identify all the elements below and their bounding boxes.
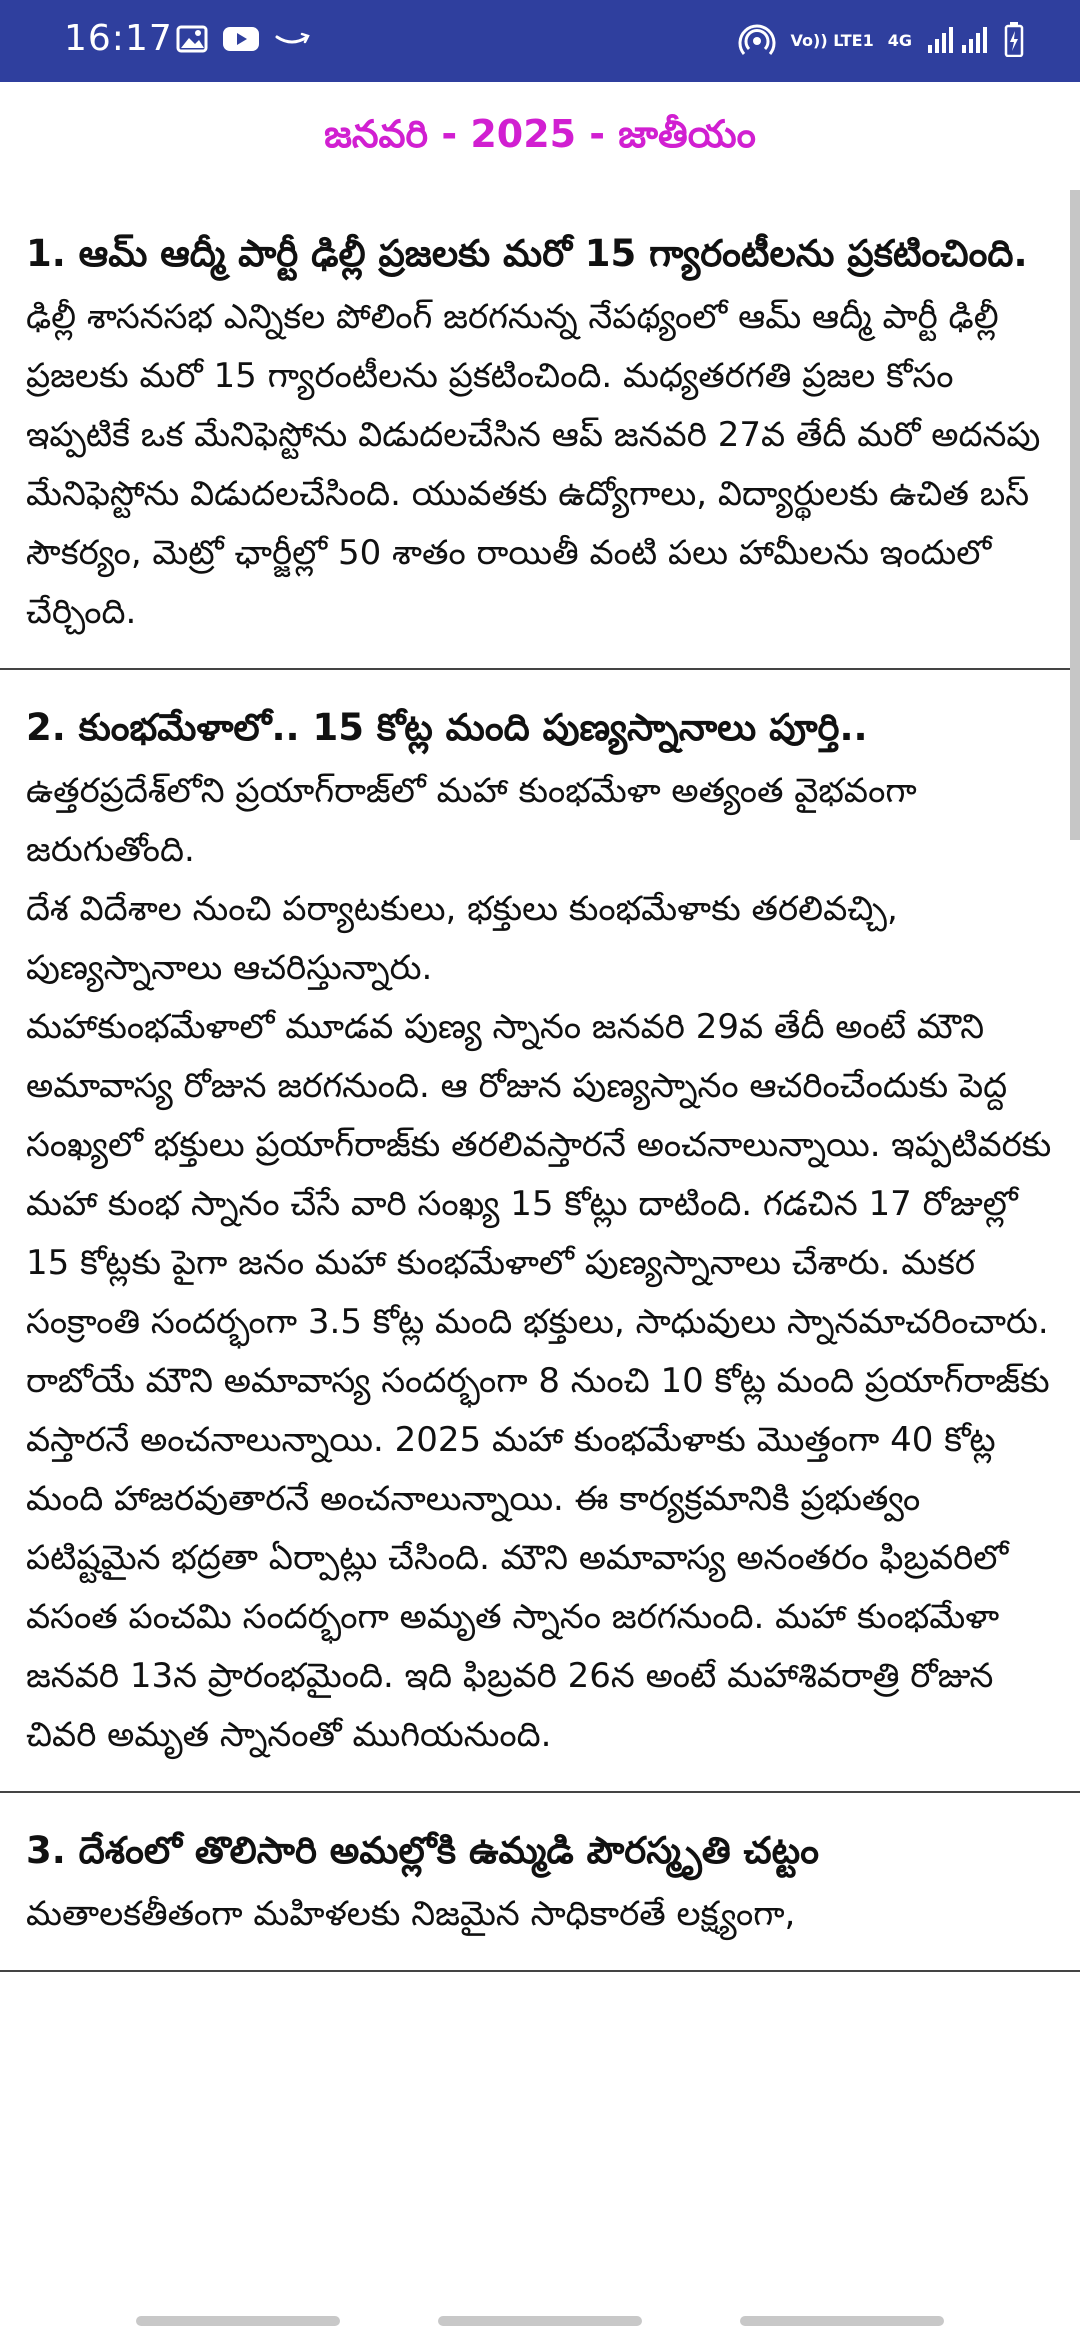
battery-icon — [1004, 21, 1024, 61]
article-title: 2. కుంభమేళాలో.. 15 కోట్ల మంది పుణ్యస్నానాలు పూర్తి.. — [26, 706, 868, 749]
article-body: ఢిల్లీ శాసనసభ ఎన్నికల పోలింగ్ జరగనున్న నేపథ్యంలో ఆమ్ ఆద్మీ పార్టీ ఢిల్లీ ప్రజలకు మరో 15 గ్యారంటీలను ప్రకటించింది. మధ్యతరగతి ప్రజల కోసం ఇప్పటికే ఒక మేనిఫెస్టోను విడుదలచేసిన ఆప్ జనవరి 27వ తేదీ మరో అదనపు మేనిఫెస్టోను విడుదలచేసింది. యువతకు ఉద్యోగాలు, విద్యార్థులకు ఉచిత బస్ సౌకర్యం, మెట్రో ఛార్జీల్లో 50 శాతం రాయితీ వంటి పలు హామీలను ఇందులో చేర్చింది. — [26, 297, 1041, 632]
signal-icon — [926, 23, 990, 59]
scrollbar-thumb[interactable] — [1070, 190, 1080, 840]
article-body: ఉత్తరప్రదేశ్‌లోని ప్రయాగ్‌రాజ్‌లో మహా కుంభమేళా అత్యంత వైభవంగా జరుగుతోంది. దేశ విదేశాల నుంచి పర్యాటకులు, భక్తులు కుంభమేళాకు తరలివచ్చి, పుణ్యస్నానాలు ఆచరిస్తున్నారు. మహాకుంభమేళాలో మూడవ పుణ్య స్నానం జనవరి 29వ తేదీ అంటే మౌని అమావాస్య రోజున జరగనుంది. ఆ రోజున పుణ్యస్నానం ఆచరించేందుకు పెద్ద సంఖ్యలో భక్తులు ప్రయాగ్‌రాజ్‌కు తరలివస్తారనే అంచనాలున్నాయి. ఇప్పటివరకు మహా కుంభ స్నానం చేసే వారి సంఖ్య 15 కోట్లు దాటింది. గడచిన 17 రోజుల్లో 15 కోట్లకు పైగా జనం మహా కుంభమేళాలో పుణ్యస్నానాలు చేశారు. మకర సంక్రాంతి సందర్భంగా 3.5 కోట్ల మంది భక్తులు, సాధువులు స్నానమాచరించారు. రాబోయే మౌని అమావాస్య సందర్భంగా 8 నుంచి 10 కోట్ల మంది ప్రయాగ్‌రాజ్‌కు వస్తారనే అంచనాలున్నాయి. 2025 మహా కుంభమేళాకు మొత్తంగా 40 కోట్ల మంది హాజరవుతారనే అంచనాలున్నాయి. ఈ కార్యక్రమానికి ప్రభుత్వం పటిష్టమైన భద్రతా ఏర్పాట్లు చేసింది. మౌని అమావాస్య అనంతరం ఫిబ్రవరిలో వసంత పంచమి సందర్భంగా అమృత స్నానం జరగనుంది. మహా కుంభమేళా జనవరి 13న ప్రారంభమైంది. ఇది ఫిబ్రవరి 26న అంటే మహాశివరాత్రి రోజున చివరి అమృత స్నానంతో ముగియనుంది. — [26, 771, 1052, 1755]
system-icons — [737, 18, 1024, 64]
youtube-icon — [222, 25, 260, 57]
recents-button[interactable] — [136, 2316, 340, 2326]
status-time: 16:17 — [64, 18, 173, 59]
page-title: జనవరి - 2025 - జాతీయం — [324, 112, 756, 156]
hotspot-icon — [737, 19, 777, 63]
article-item[interactable] — [0, 1793, 1080, 1972]
article-item[interactable] — [0, 196, 1080, 670]
article-item[interactable] — [0, 670, 1080, 1793]
network-type-icon: 4G — [887, 31, 912, 50]
navigation-bar — [0, 2276, 1080, 2340]
article-body: మతాలకతీతంగా మహిళలకు నిజమైన సాధికారతే లక్ష్యంగా, — [26, 1894, 796, 1934]
gallery-icon — [176, 25, 208, 57]
back-button[interactable] — [740, 2316, 944, 2326]
volte-icon: Vo)) LTE1 — [790, 31, 874, 50]
article-list[interactable] — [0, 196, 1080, 2276]
article-title: 3. దేశంలో తొలిసారి అమల్లోకి ఉమ్మడి పౌరస్మృతి చట్టం — [26, 1829, 819, 1872]
amazon-icon — [274, 29, 310, 53]
home-button[interactable] — [438, 2316, 642, 2326]
notification-icons — [176, 22, 310, 60]
status-bar — [0, 0, 1080, 82]
article-title: 1. ఆమ్ ఆద్మీ పార్టీ ఢిల్లీ ప్రజలకు మరో 15 గ్యారంటీలను ప్రకటించింది. — [26, 232, 1028, 275]
